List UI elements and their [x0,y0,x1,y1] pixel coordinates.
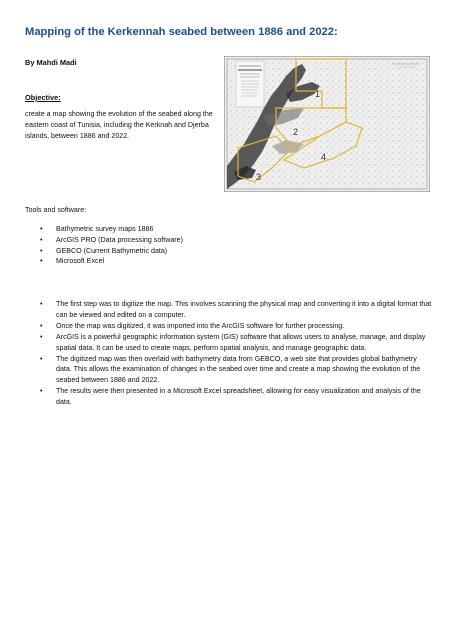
author-line: By Mahdi Madi [25,58,77,67]
list-item: • Bathymetric survey maps 1886 [40,225,154,233]
list-item: • The first step was to digitize the map. This involves scanning the physical map and converting it into a digital format that can be viewed and edited on a computer. [40,300,432,319]
list-item: • ArcGIS PRO (Data processing software) [40,235,183,244]
bullet: • [40,246,43,255]
bullet: • [40,354,43,363]
tools-list [40,224,183,267]
objective-text: create a map showing the evolution of the seabed along the eastern coast of Tunisia, including the Kerknah and Djerba islands, between 1886 and 2022. [25,110,213,140]
bullet: • [40,332,43,341]
list-item: • Microsoft Excel [40,257,105,266]
bullet: • [40,321,43,330]
bullet: • [40,257,43,266]
list-item: • Once the map was digitized, it was imported into the ArcGIS software for further processing. [40,321,345,330]
list-item: • ArcGIS is a powerful geographic information system (GIS) software that allows users to analyse, manage, and display spatial data. It can be used to create maps, perform spatial analysis, and manage geographic data. [40,332,426,352]
bullet: • [40,225,43,233]
list-item: • GEBCO (Current Bathymetric data) [40,246,168,255]
objective-heading: Objective: [25,93,61,102]
list-item: • The digitized map was then overlaid with bathymetry data from GEBCO, a web site that provides global bathymetry data. This allows the examination of changes in the seabed over time and create a map showing the evolution of the seabed between 1886 and 2022. [40,354,421,385]
map-cartouche [236,61,264,107]
bullet: • [40,235,43,244]
list-item: • The results were then presented in a Microsoft Excel spreadsheet, allowing for easy visualization and analysis of the data. [40,387,421,406]
bullet: • [40,300,43,308]
map-zone-label-2: 2 [293,127,299,137]
map-zone-label-1: 1 [315,89,321,99]
map-zone-label-3: 3 [256,172,262,182]
bullet: • [40,387,43,396]
map-zone-label-4: 4 [321,152,327,162]
document-title: Mapping of the Kerkennah seabed between 1886 and 2022: [25,26,338,38]
process-steps-list [40,299,432,408]
bathymetric-map-image [224,56,430,192]
tools-heading: Tools and software: [25,206,87,214]
